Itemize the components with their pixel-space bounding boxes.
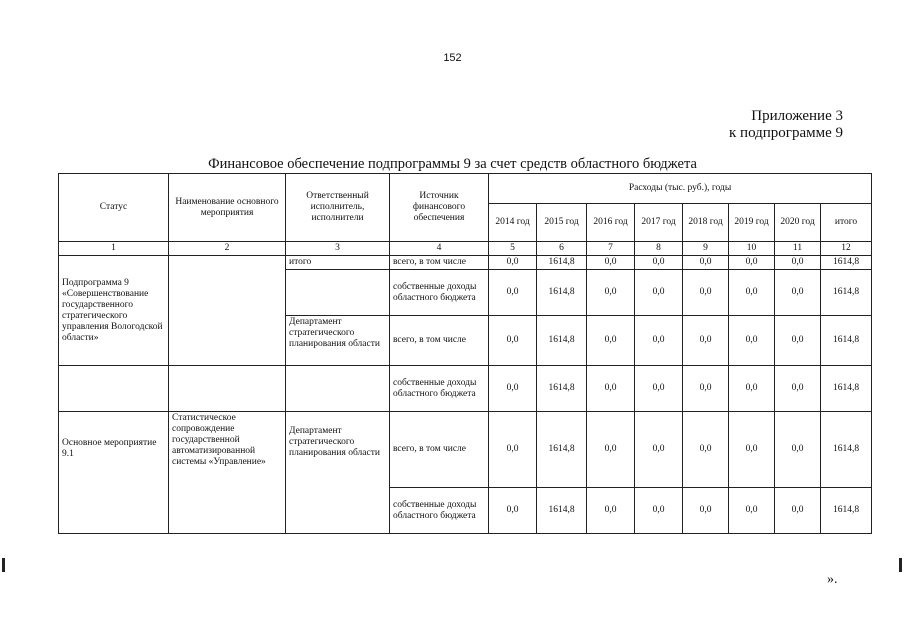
col-number: 6 (537, 242, 587, 256)
value-2015: 1614,8 (537, 270, 587, 316)
header-year-2018: 2018 год (683, 204, 729, 242)
value-2017: 0,0 (635, 316, 683, 366)
col-number: 9 (683, 242, 729, 256)
column-number-row (59, 242, 872, 256)
value-2020: 0,0 (775, 316, 821, 366)
header-year-2017: 2017 год (635, 204, 683, 242)
value-2015: 1614,8 (537, 412, 587, 488)
executor-empty (286, 270, 390, 316)
value-2019: 0,0 (729, 270, 775, 316)
col-number: 4 (390, 242, 489, 256)
value-2018: 0,0 (683, 488, 729, 534)
name-empty (169, 366, 286, 412)
table-row (59, 366, 872, 412)
header-status: Статус (59, 174, 169, 242)
col-number: 12 (821, 242, 872, 256)
value-2017: 0,0 (635, 256, 683, 270)
value-2019: 0,0 (729, 316, 775, 366)
source-own: собственные доходы областного бюджета (390, 488, 489, 534)
value-2020: 0,0 (775, 270, 821, 316)
col-number: 3 (286, 242, 390, 256)
closing-quote: ». (827, 572, 838, 587)
value-total: 1614,8 (821, 366, 872, 412)
header-year-2020: 2020 год (775, 204, 821, 242)
value-2017: 0,0 (635, 412, 683, 488)
value-2014: 0,0 (489, 366, 537, 412)
value-2017: 0,0 (635, 270, 683, 316)
value-2016: 0,0 (587, 316, 635, 366)
value-2020: 0,0 (775, 412, 821, 488)
value-2017: 0,0 (635, 488, 683, 534)
value-2019: 0,0 (729, 256, 775, 270)
value-2014: 0,0 (489, 412, 537, 488)
page-number: 152 (443, 52, 462, 64)
value-total: 1614,8 (821, 256, 872, 270)
value-2014: 0,0 (489, 270, 537, 316)
col-number: 8 (635, 242, 683, 256)
col-number: 10 (729, 242, 775, 256)
value-2016: 0,0 (587, 366, 635, 412)
executor-empty (286, 366, 390, 412)
value-2019: 0,0 (729, 366, 775, 412)
value-total: 1614,8 (821, 316, 872, 366)
subprogram-name-empty (169, 256, 286, 366)
value-2016: 0,0 (587, 256, 635, 270)
measure-status: Основное мероприятие 9.1 (59, 412, 169, 534)
header-expenses: Расходы (тыс. руб.), годы (489, 174, 872, 204)
executor-total: итого (286, 256, 390, 270)
source-own: собственные доходы областного бюджета (390, 366, 489, 412)
header-total: итого (821, 204, 872, 242)
header-year-2015: 2015 год (537, 204, 587, 242)
source-total: всего, в том числе (390, 316, 489, 366)
header-year-2014: 2014 год (489, 204, 537, 242)
value-total: 1614,8 (821, 488, 872, 534)
value-2016: 0,0 (587, 488, 635, 534)
source-total: всего, в том числе (390, 412, 489, 488)
value-2018: 0,0 (683, 256, 729, 270)
appendix-line-2: к подпрограмме 9 (729, 125, 843, 141)
value-2016: 0,0 (587, 270, 635, 316)
measure-name: Статистическое сопровождение государственной автоматизированной системы «Управление» (169, 412, 286, 534)
col-number: 2 (169, 242, 286, 256)
header-year-2019: 2019 год (729, 204, 775, 242)
col-number: 7 (587, 242, 635, 256)
right-margin-mark (899, 558, 902, 572)
value-2015: 1614,8 (537, 256, 587, 270)
table-row (59, 412, 872, 488)
status-empty (59, 366, 169, 412)
header-row-1 (59, 174, 872, 204)
header-source: Источник финансового обеспечения (390, 174, 489, 242)
value-2018: 0,0 (683, 270, 729, 316)
source-total: всего, в том числе (390, 256, 489, 270)
value-2014: 0,0 (489, 316, 537, 366)
appendix-line-1: Приложение 3 (751, 108, 843, 124)
header-executor: Ответственный исполнитель, исполнители (286, 174, 390, 242)
header-year-2016: 2016 год (587, 204, 635, 242)
col-number: 1 (59, 242, 169, 256)
value-2019: 0,0 (729, 412, 775, 488)
header-name: Наименование основного мероприятия (169, 174, 286, 242)
col-number: 5 (489, 242, 537, 256)
executor-department: Департамент стратегического планирования области (286, 316, 390, 366)
col-number: 11 (775, 242, 821, 256)
value-2016: 0,0 (587, 412, 635, 488)
value-2015: 1614,8 (537, 366, 587, 412)
value-2018: 0,0 (683, 316, 729, 366)
financing-table (58, 173, 872, 534)
subprogram-status: Подпрограмма 9 «Совершенствование государственного стратегического управления Вологодской области» (59, 256, 169, 366)
appendix-caption (729, 108, 843, 142)
value-2020: 0,0 (775, 488, 821, 534)
value-total: 1614,8 (821, 270, 872, 316)
value-2014: 0,0 (489, 256, 537, 270)
value-2020: 0,0 (775, 366, 821, 412)
document-title: Финансовое обеспечение подпрограммы 9 за счет средств областного бюджета (208, 156, 697, 172)
source-own: собственные доходы областного бюджета (390, 270, 489, 316)
value-2014: 0,0 (489, 488, 537, 534)
value-2015: 1614,8 (537, 316, 587, 366)
value-2017: 0,0 (635, 366, 683, 412)
value-2015: 1614,8 (537, 488, 587, 534)
value-2018: 0,0 (683, 366, 729, 412)
value-2020: 0,0 (775, 256, 821, 270)
left-margin-mark (2, 558, 5, 572)
value-2018: 0,0 (683, 412, 729, 488)
value-total: 1614,8 (821, 412, 872, 488)
table-row (59, 256, 872, 270)
measure-executor: Департамент стратегического планирования области (286, 412, 390, 534)
value-2019: 0,0 (729, 488, 775, 534)
